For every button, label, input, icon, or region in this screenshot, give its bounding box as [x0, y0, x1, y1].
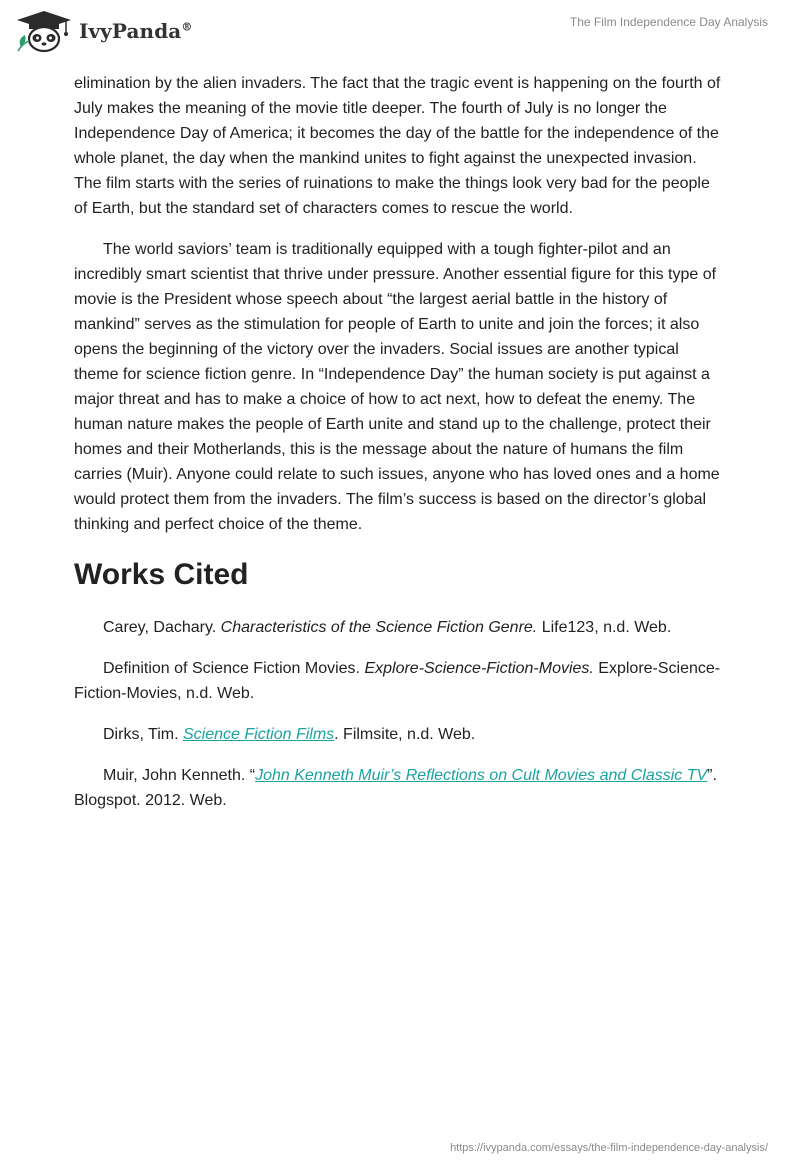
citation-muir: Muir, John Kenneth. “John Kenneth Muir’s Reflections on Cult Movies and Classic TV”. Blogspot. 2012. Web. — [74, 767, 717, 809]
document-title: The Film Independence Day Analysis — [569, 15, 768, 29]
paragraph-continuation: elimination by the alien invaders. The fact that the tragic event is happening on the fourth of July makes the meaning of the movie title deeper. The fourth of July is no longer the Independence Day of America; it becomes the day of the battle for the independence of the whole planet, the day when the mankind unites to fight against the unexpected invasion. The film starts with the series of ruinations to make the things look very bad for the people of Earth, but the standard set of characters comes to rescue the world. — [74, 75, 721, 217]
works-cited-heading: Works Cited — [74, 558, 249, 591]
citation-carey: Carey, Dachary. Characteristics of the Science Fiction Genre. Life123, n.d. Web. — [103, 619, 672, 636]
panda-graduate-icon — [15, 9, 73, 53]
link-muir-reflections[interactable]: John Kenneth Muir’s Reflections on Cult Movies and Classic TV — [255, 767, 708, 784]
link-science-fiction-films[interactable]: Science Fiction Films — [183, 726, 335, 743]
brand-name: IvyPanda® — [79, 19, 193, 43]
paragraph-saviors-team: The world saviors’ team is traditionally equipped with a tough fighter-pilot and an incredibly smart scientist that thrive under pressure. Another essential figure for this type of movie is the President whose speech about “the largest aerial battle in the history of mankind” serves as the stimulation for people of Earth to unite and join the forces; it also opens the beginning of the victory over the invaders. Social issues are another typical theme for science fiction genre. In “Independence Day” the human society is put against a major threat and has to make a choice of how to act next, how to defeat the enemy. The human nature makes the people of Earth unite and stand up to the challenge, protect their homes and their Motherlands, this is the message about the nature of humans the film carries (Muir). Anyone could relate to such issues, anyone who has loved ones and a home would protect them from the invaders. The film’s success is based on the director’s global thinking and perfect choice of the theme. — [74, 241, 720, 533]
citation-dirks: Dirks, Tim. Science Fiction Films. Filmsite, n.d. Web. — [103, 726, 476, 743]
footer-url: https://ivypanda.com/essays/the-film-independence-day-analysis/ — [450, 1142, 768, 1154]
page-header — [0, 0, 800, 66]
essay-content — [74, 71, 726, 829]
ivypanda-logo[interactable] — [15, 8, 192, 54]
citation-definition: Definition of Science Fiction Movies. Explore-Science-Fiction-Movies. Explore-Science-Fiction-Movies, n.d. Web. — [74, 660, 721, 702]
